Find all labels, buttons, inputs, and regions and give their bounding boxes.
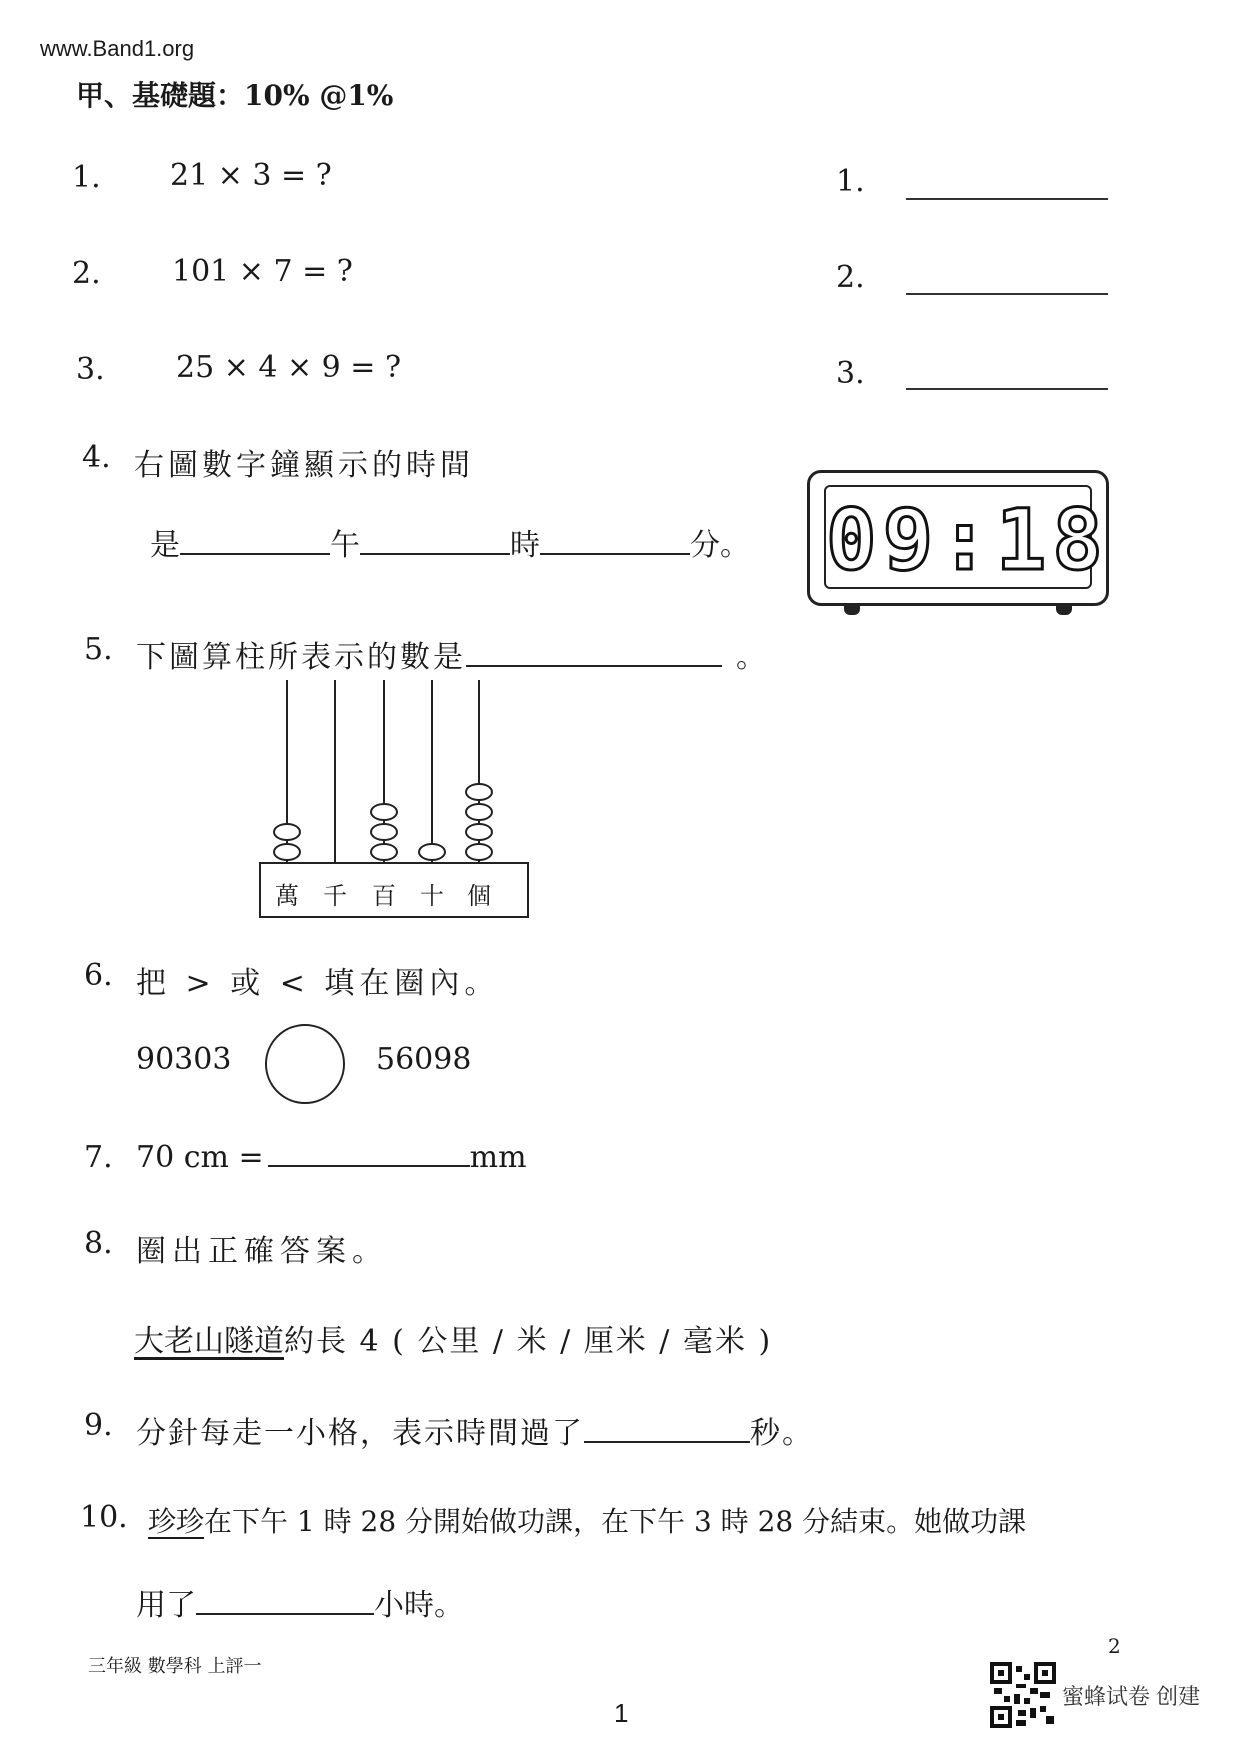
page-number: 1 [614, 1698, 629, 1728]
q10-number: 10. [80, 1500, 128, 1535]
abacus-label-ge: 個 [467, 882, 491, 910]
a1-label: 1. [836, 164, 865, 199]
site-url: www.Band1.org [40, 36, 195, 61]
creator-label: 蜜蜂试卷 创建 [1062, 1684, 1201, 1709]
q5-blank[interactable] [466, 664, 722, 667]
q3-text: 25 × 4 × 9 = ? [176, 350, 402, 385]
a3-label: 3. [836, 356, 865, 391]
q8-choice-row [134, 1316, 772, 1360]
q10-text: 在下午 1 時 28 分開始做功課，在下午 3 時 28 分結束。她做功課 [204, 1505, 1027, 1538]
a1-answer-line[interactable] [906, 198, 1108, 200]
q4-hour-label: 時 [510, 528, 540, 563]
compare-circle[interactable] [265, 1024, 345, 1104]
q8-place-name: 大老山隧道 [134, 1324, 284, 1359]
q1-number: 1. [72, 160, 101, 195]
q9-number: 9. [84, 1408, 113, 1443]
q4-minute-label: 分。 [690, 528, 750, 563]
q7-text: 70 cm = [136, 1140, 264, 1175]
q7-row [136, 1140, 527, 1175]
q10-name: 珍珍 [148, 1505, 205, 1538]
a3-answer-line[interactable] [906, 388, 1108, 390]
q9-row [136, 1408, 814, 1452]
q9-unit: 秒。 [750, 1416, 814, 1451]
abacus-bead [370, 823, 398, 841]
q4-blank-minute[interactable] [540, 552, 690, 555]
qr-code-icon [990, 1662, 1056, 1728]
clock-foot-right [1056, 605, 1072, 615]
q9-blank[interactable] [584, 1440, 750, 1443]
abacus-label-shi: 十 [420, 882, 444, 910]
q10-blank[interactable] [196, 1612, 374, 1615]
abacus-bead [273, 843, 301, 861]
q7-unit: mm [469, 1140, 527, 1175]
q4-noon-label: 午 [330, 528, 360, 563]
q8-text: 圈出正確答案。 [136, 1234, 388, 1269]
q4-blank-hour[interactable] [360, 552, 510, 555]
section-title: 甲、基礎題：10% @1% [76, 79, 394, 112]
q2-number: 2. [72, 256, 101, 291]
abacus-bead [273, 823, 301, 841]
corner-number: 2 [1108, 1634, 1121, 1658]
q2-text: 101 × 7 = ? [172, 254, 353, 289]
q5-number: 5. [84, 632, 113, 667]
abacus-label-qian: 千 [323, 882, 347, 910]
q5-end: 。 [736, 640, 769, 675]
q6-text: 把 > 或 < 填在圈內。 [136, 966, 500, 1001]
q4-number: 4. [82, 440, 111, 475]
clock-foot-left [844, 605, 860, 615]
abacus-bead [370, 843, 398, 861]
abacus-bead [465, 783, 493, 801]
clock-screen [824, 485, 1109, 589]
abacus-bead [465, 843, 493, 861]
q7-number: 7. [84, 1140, 113, 1175]
footer-course: 三年級 數學科 上評一 [88, 1656, 262, 1677]
q6-right-number: 56098 [376, 1042, 472, 1077]
abacus-bead [465, 803, 493, 821]
q8-sentence[interactable]: 約長 4 ( 公里 / 米 / 厘米 / 毫米 ) [284, 1324, 773, 1359]
abacus-bead [370, 803, 398, 821]
q4-blank-ampm[interactable] [180, 552, 330, 555]
abacus-rod-shi [431, 680, 433, 862]
q10-line2-start: 用了 [136, 1588, 196, 1623]
abacus-bead [418, 843, 446, 861]
clock-display: 09:18 [826, 491, 1109, 589]
q1-text: 21 × 3 = ? [170, 158, 332, 193]
q6-number: 6. [84, 958, 113, 993]
q10-line2-end: 小時。 [374, 1588, 464, 1623]
q5-row [136, 632, 769, 676]
q10-line1 [148, 1500, 1026, 1540]
abacus-label-bai: 百 [372, 882, 396, 910]
q5-text: 下圖算柱所表示的數是 [136, 640, 466, 675]
abacus-bead [465, 823, 493, 841]
abacus-rod-qian [334, 680, 336, 862]
a2-label: 2. [836, 260, 865, 295]
q10-line2 [136, 1580, 464, 1624]
q6-left-number: 90303 [136, 1042, 232, 1077]
digital-clock [807, 470, 1109, 606]
q7-blank[interactable] [268, 1164, 470, 1167]
q9-text: 分針每走一小格，表示時間過了 [136, 1416, 584, 1451]
q8-number: 8. [84, 1226, 113, 1261]
a2-answer-line[interactable] [906, 293, 1108, 295]
q3-number: 3. [76, 352, 105, 387]
q4-text: 右圖數字鐘顯示的時間 [134, 448, 474, 483]
q4-is-label: 是 [150, 528, 180, 563]
q4-answer-row [150, 520, 750, 564]
abacus-label-wan: 萬 [275, 882, 299, 910]
